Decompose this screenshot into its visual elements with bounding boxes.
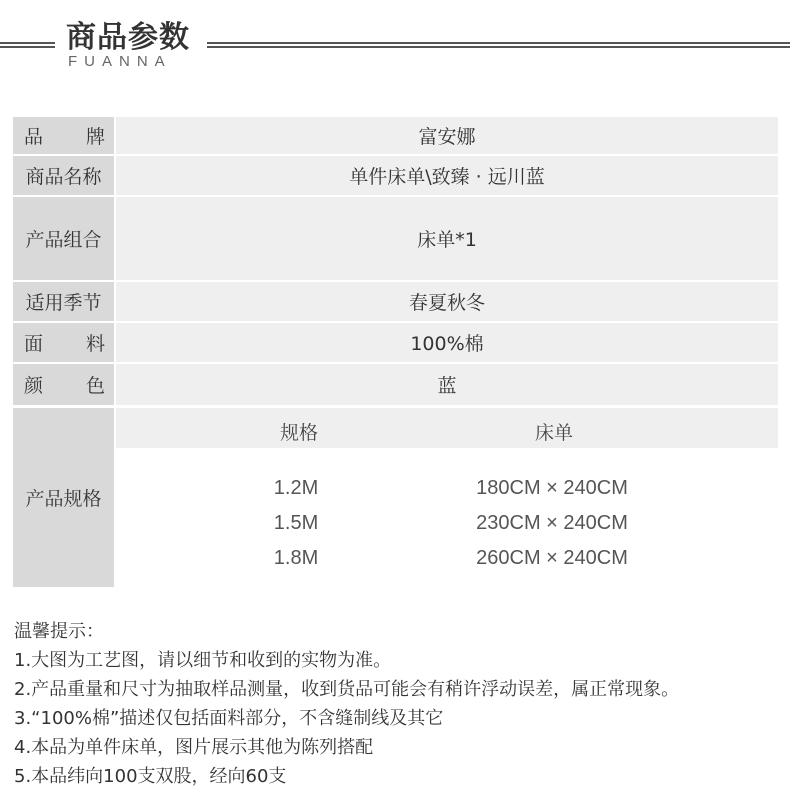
param-label-char: 色: [85, 375, 105, 397]
note-item: 3.“100%棉”描述仅包括面料部分，不含缝制线及其它: [14, 708, 444, 729]
param-row-name: [13, 156, 778, 195]
note-item: 1.大图为工艺图，请以细节和收到的实物为准。: [14, 650, 392, 671]
param-value: 床单*1: [116, 197, 778, 280]
param-row-fabric: [13, 323, 778, 362]
param-value: 单件床单\致臻 · 远川蓝: [116, 156, 778, 195]
spec-size: 1.2M: [273, 477, 319, 499]
spec-header: [116, 408, 778, 448]
spec-column-header: 规格: [279, 422, 319, 444]
param-label: 产品组合: [13, 197, 114, 280]
page-title: 商品参数: [66, 20, 190, 55]
header-line-left: [0, 42, 55, 48]
param-label: [13, 364, 114, 405]
brand-subtitle: FUANNA: [68, 53, 172, 70]
param-label-char: 牌: [85, 126, 105, 148]
param-label: [13, 117, 114, 154]
param-value: 春夏秋冬: [116, 282, 778, 321]
param-label-char: 面: [24, 333, 44, 355]
param-value: 富安娜: [116, 117, 778, 154]
param-label: [13, 323, 114, 362]
param-value: 100%棉: [116, 323, 778, 362]
notes-section: [14, 617, 784, 791]
param-label-char: 颜: [24, 375, 44, 397]
param-value: 蓝: [116, 364, 778, 405]
header-line-right: [207, 42, 790, 48]
spec-sheet-dimension: 260CM × 240CM: [476, 547, 628, 569]
spec-sheet-dimension: 180CM × 240CM: [476, 477, 628, 499]
note-item: 5.本品纬向100支双股，经向60支: [14, 766, 287, 787]
spec-size: 1.8M: [273, 547, 319, 569]
note-item: 4.本品为单件床单，图片展示其他为陈列搭配: [14, 737, 374, 758]
param-label-char: 料: [85, 333, 105, 355]
spec-size: 1.5M: [273, 512, 319, 534]
param-row-season: [13, 282, 778, 321]
spec-table-body: [116, 450, 778, 587]
param-row-brand: [13, 117, 778, 154]
param-row-color: [13, 364, 778, 405]
spec-label: 产品规格: [13, 408, 114, 587]
param-label-char: 品: [24, 126, 44, 148]
spec-block: [13, 408, 778, 587]
note-item: 2.产品重量和尺寸为抽取样品测量，收到货品可能会有稍许浮动误差，属正常现象。: [14, 679, 680, 700]
param-label: 适用季节: [13, 282, 114, 321]
param-row-combo: [13, 197, 778, 280]
spec-sheet-dimension: 230CM × 240CM: [476, 512, 628, 534]
param-label: 商品名称: [13, 156, 114, 195]
spec-column-header: 床单: [534, 422, 574, 444]
notes-title: 温馨提示：: [14, 621, 104, 642]
